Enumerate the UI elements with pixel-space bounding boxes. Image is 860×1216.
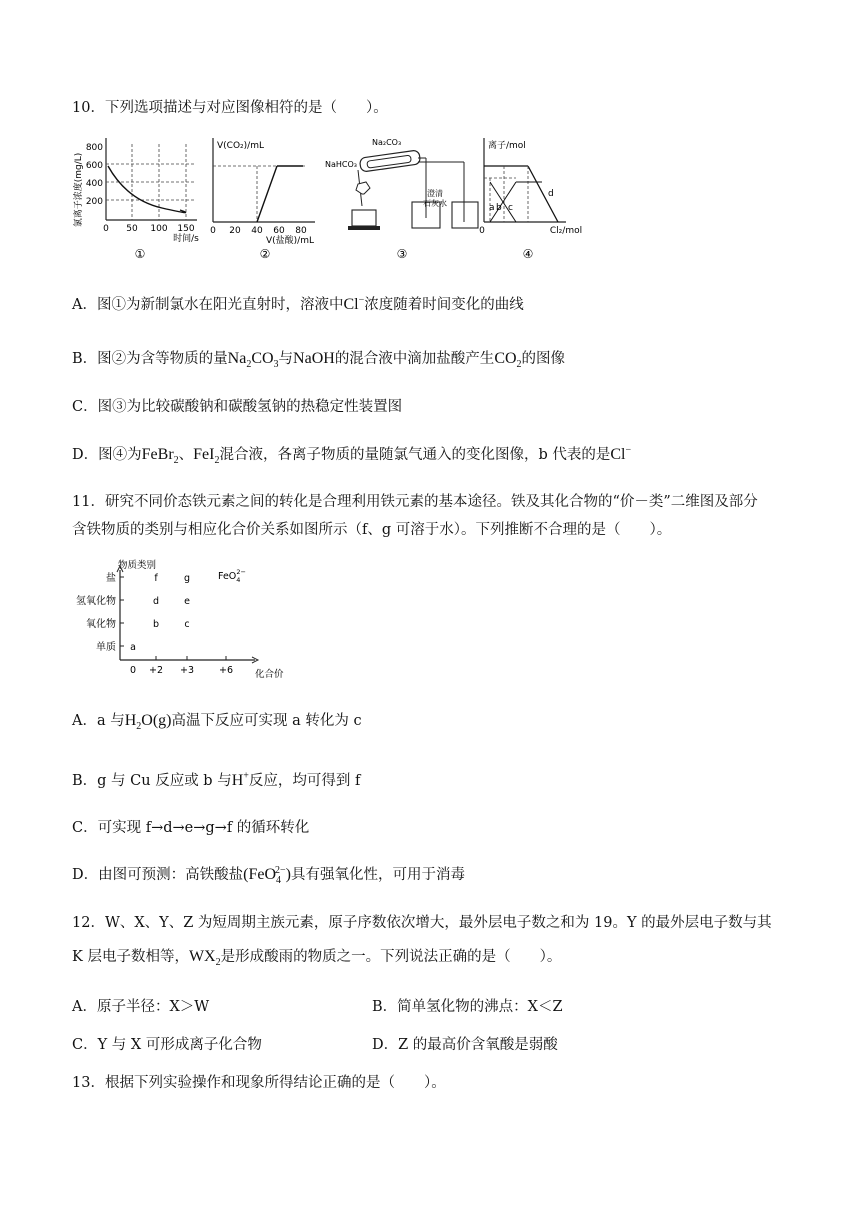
q10-option-d[interactable] [72,444,631,466]
q12-formula-wx2: $WX_2$ [188,948,221,969]
chart-point-b: b [152,619,160,630]
q12-option-d[interactable]: D．Z 的最高价含氧酸是弱酸 [372,1037,558,1053]
chart-category-hydroxide: 氢氧化物 [76,596,116,607]
q10-figure-3-apparatus [322,130,482,265]
fig1-xtick: 150 [177,224,195,234]
fig4-curve-a: a [489,203,495,213]
q10-d-post: 混合液，各离子物质的量随氯气通入的变化图像，b 代表的是 [219,447,611,463]
q12-stem-line-2 [72,946,561,968]
q11-a-post: 高温下反应可实现 a 转化为 c [171,713,362,729]
q12-stem-post: 是形成酸雨的物质之一。下列说法正确的是（ ）。 [220,949,562,965]
fig1-number: ① [134,247,146,261]
chart-point-a: a [130,642,136,653]
q10-d-formula-febr2: FeBr$_2$ [141,446,179,467]
chart-ytitle: 物质类别 [118,560,157,571]
q11-b-ion-h: H+ [231,770,249,789]
q11-a-pre: A．a 与 [72,713,125,729]
q10-option-b[interactable] [72,348,565,370]
q10-b-mid: 与 [278,351,294,367]
q10-option-a[interactable] [72,294,524,316]
fig1-xtick: 50 [126,224,138,234]
chart-xtitle: 化合价 [255,669,284,680]
q12-option-c[interactable]: C．Y 与 X 可形成离子化合物 [72,1037,262,1053]
fig2-xtick: 0 [210,226,216,236]
chart-point-g: g [183,573,191,584]
fig2-xtick: 20 [229,226,241,236]
q11-option-a[interactable] [72,710,362,732]
q10-figure-1 [72,130,212,265]
q10-b-formula-na2co3: $Na_2CO_3$ [227,350,279,371]
fig2-xlabel: V(盐酸)/mL [266,236,314,246]
q10-b-pre: B．图②为含等物质的量 [72,351,228,367]
fig4-number: ④ [522,247,534,261]
q10-d-formula-fei2: FeI$_2$ [193,446,220,467]
fig2-ylabel: V(CO₂)/mL [217,141,264,151]
fig1-ytick: 400 [85,179,103,189]
q10-b-formula-co2: $CO_2$ [494,350,522,371]
chart-xtick: 0 [129,665,137,676]
q10-d-ion: Cl− [610,444,632,463]
fig2-xtick: 60 [273,226,285,236]
q12-option-a[interactable]: A．原子半径：X＞W [72,999,210,1015]
fig4-xlabel: Cl₂/mol [549,226,583,236]
chart-point-e: e [184,596,190,607]
fig4-curve-d: d [548,189,554,199]
chart-xtick: +2 [148,665,164,676]
fig1-xtick: 0 [103,224,109,234]
fig4-origin: 0 [479,226,485,236]
fig3-label-limewater2: 石灰水 [423,199,447,208]
q10-b-formula-naoh: NaOH [293,350,335,367]
q13-stem: 13．根据下列实验操作和现象所得结论正确的是（ ）。 [72,1075,446,1091]
q10-b-mid2: 的混合液中滴加盐酸产生 [334,351,495,367]
chart-ferrate-label: FeO$_4$2− [218,568,247,584]
chart-category-oxide: 氧化物 [86,619,116,630]
fig1-ylabel: 氯离子浓度(mg/L) [74,152,84,228]
fig3-number: ③ [396,247,408,261]
q12-stem-pre: K 层电子数相等， [72,949,189,965]
q11-d-formula-ferrate: (FeO$_4^{2-}$) [243,864,291,887]
q11-option-d[interactable] [72,864,465,886]
q11-stem-line-1: 11．研究不同价态铁元素之间的转化是合理利用铁元素的基本途径。铁及其化合物的“价－类”二维图及部分 [72,494,758,510]
q12-stem-line-1: 12．W、X、Y、Z 为短周期主族元素，原子序数依次增大，最外层电子数之和为 19。Y 的最外层电子数与其 [72,915,772,931]
q11-valence-category-chart [70,556,284,686]
chart-category-salt: 盐 [106,573,116,584]
fig1-xlabel: 时间/s [173,234,199,244]
q11-d-post: 具有强氧化性，可用于消毒 [290,867,465,883]
q11-b-pre: B．g 与 Cu 反应或 b 与 [72,773,232,789]
chart-point-f: f [154,573,158,584]
fig3-label-nahco3: NaHCO₃ [325,160,357,169]
chart-category-element: 单质 [96,642,116,653]
q10-figure-4 [476,130,596,265]
chart-point-c: c [184,619,190,630]
fig2-number: ② [259,247,271,261]
q10-d-pre: D．图④为 [72,447,142,463]
q10-stem: 10．下列选项描述与对应图像相符的是（ ）。 [72,100,388,116]
fig1-ytick: 200 [85,197,103,207]
fig1-xtick: 100 [150,224,168,234]
q11-option-c[interactable]: C．可实现 f→d→e→g→f 的循环转化 [72,820,310,836]
fig4-curve-b: b [496,203,502,213]
fig3-label-na2co3: Na₂CO₃ [372,138,402,147]
fig2-xtick: 40 [251,226,263,236]
fig1-ytick: 600 [85,161,103,171]
chart-xtick: +3 [179,665,195,676]
q11-stem-line-2: 含铁物质的类别与相应化合价关系如图所示（f、g 可溶于水）。下列推断不合理的是（ ）。 [72,522,672,538]
q11-option-b[interactable] [72,770,360,792]
q11-d-pre: D．由图可预测：高铁酸盐 [72,867,244,883]
fig4-ylabel: 离子/mol [488,141,526,151]
q10-a-post: 浓度随着时间变化的曲线 [364,297,524,313]
fig4-curve-c: c [508,203,513,213]
chart-point-d: d [152,596,160,607]
q10-figure-2 [205,130,325,265]
q10-b-post: 的图像 [521,351,566,367]
chart-xtick: +6 [218,665,234,676]
q10-a-ion: Cl− [343,294,365,313]
q11-a-formula-h2o: $H_2O(g)$ [124,712,172,733]
q10-option-c[interactable]: C．图③为比较碳酸钠和碳酸氢钠的热稳定性装置图 [72,399,403,415]
q11-b-post: 反应，均可得到 f [248,773,361,789]
fig2-xtick: 80 [295,226,307,236]
q12-option-b[interactable]: B．简单氢化物的沸点：X＜Z [372,999,563,1015]
fig3-label-limewater: 澄清 [427,189,443,198]
q10-d-sep: 、 [178,447,194,463]
fig1-ytick: 800 [85,143,103,153]
q10-a-pre: A．图①为新制氯水在阳光直射时，溶液中 [72,297,344,313]
